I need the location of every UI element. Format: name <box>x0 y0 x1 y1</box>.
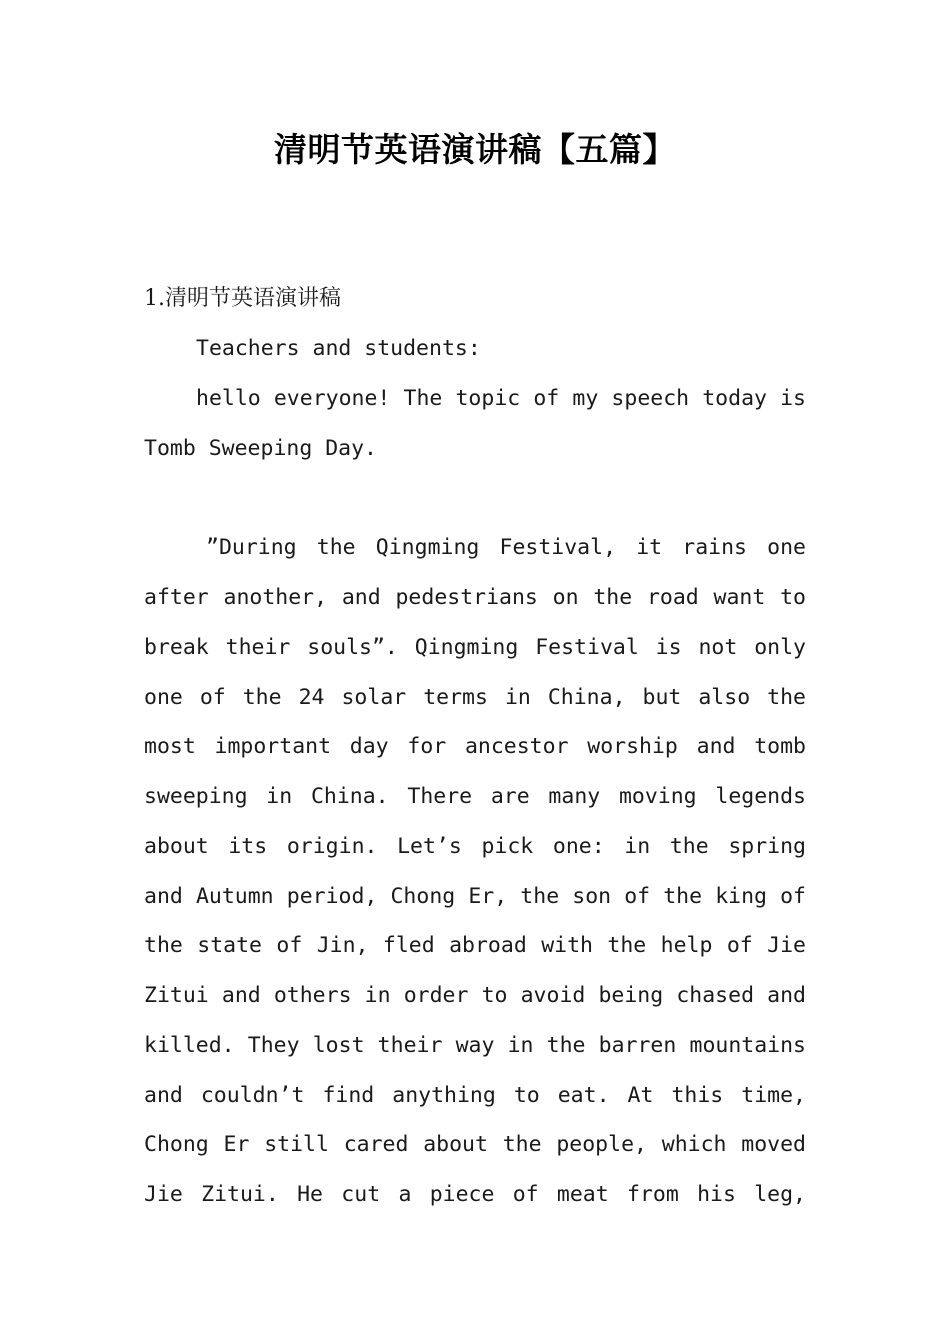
paragraph-line: about its origin. Let’s pick one: in the spring <box>144 834 806 859</box>
paragraph-line: sweeping in China. There are many moving legends <box>144 784 806 809</box>
paragraph-line: the state of Jin, fled abroad with the help of Jie <box>144 933 806 958</box>
paragraph-line: after another, and pedestrians on the road want to <box>144 585 806 610</box>
paragraph-line: one of the 24 solar terms in China, but also the <box>144 685 806 710</box>
section-heading: 1.清明节英语演讲稿 <box>144 286 341 311</box>
paragraph-line: ”During the Qingming Festival, it rains one <box>206 535 806 560</box>
paragraph-line: Chong Er still cared about the people, which moved <box>144 1132 806 1157</box>
paragraph-line: and couldn’t find anything to eat. At this time, <box>144 1083 806 1108</box>
paragraph-line: hello everyone! The topic of my speech today is <box>196 386 806 411</box>
paragraph-line: Tomb Sweeping Day. <box>144 436 377 461</box>
paragraph-line: Jie Zitui. He cut a piece of meat from his leg, <box>144 1182 806 1207</box>
paragraph-line: and Autumn period, Chong Er, the son of the king of <box>144 884 806 909</box>
paragraph-line: break their souls”. Qingming Festival is not only <box>144 635 806 660</box>
paragraph-line: Teachers and students: <box>196 336 481 361</box>
paragraph-line: Zitui and others in order to avoid being chased and <box>144 983 806 1008</box>
paragraph-line: killed. They lost their way in the barren mountains <box>144 1033 806 1058</box>
paragraph-line: most important day for ancestor worship and tomb <box>144 734 806 759</box>
document-title: 清明节英语演讲稿【五篇】 <box>274 130 676 169</box>
